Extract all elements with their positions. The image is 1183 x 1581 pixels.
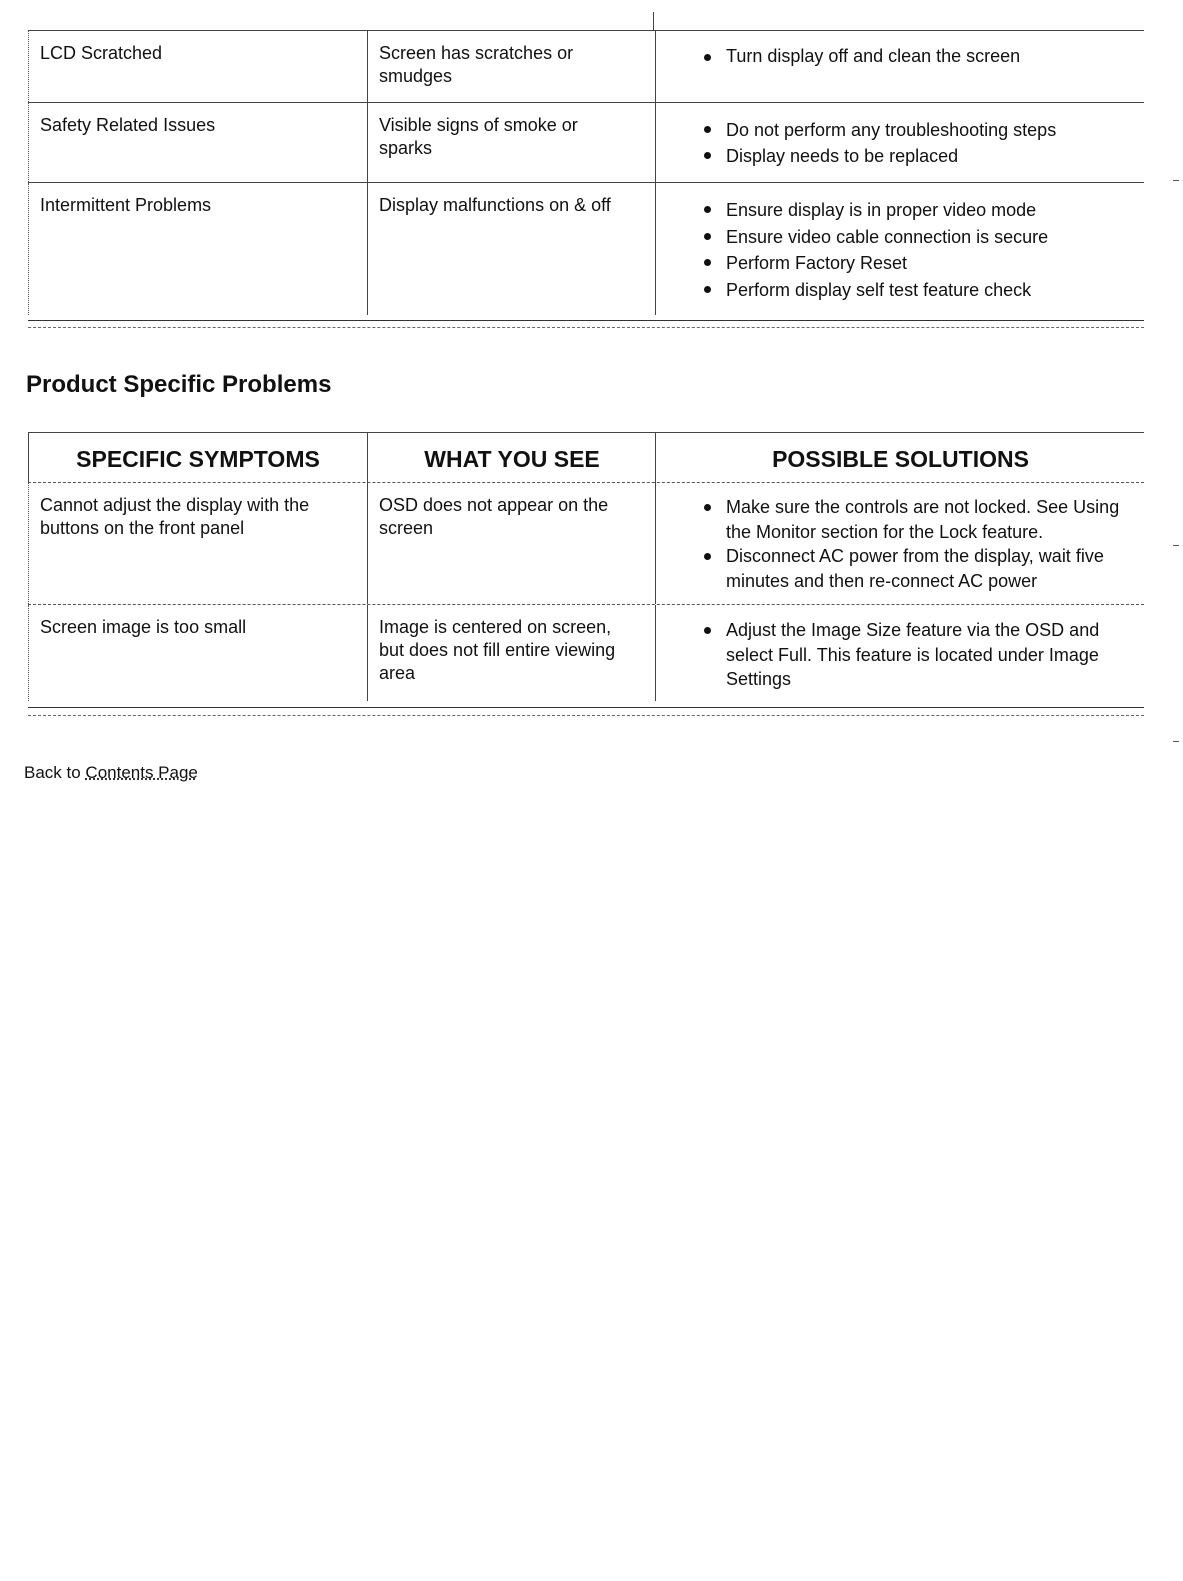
table-row	[28, 30, 1144, 102]
solutions-cell	[655, 605, 1145, 701]
what-you-see-cell	[367, 31, 665, 102]
symptom-text: LCD Scratched	[40, 43, 163, 63]
table-bottom-border	[28, 320, 1144, 321]
bullet-icon	[704, 286, 711, 293]
header-specific-symptoms: SPECIFIC SYMPTOMS	[28, 433, 367, 483]
list-item: Ensure video cable connection is secure	[656, 224, 1145, 251]
list-item: Perform display self test feature check	[656, 277, 1145, 304]
list-item: Perform Factory Reset	[656, 250, 1145, 277]
margin-mark	[1173, 180, 1179, 181]
back-to-contents	[24, 763, 198, 783]
solutions-list	[656, 483, 1145, 593]
bullet-icon	[704, 152, 711, 159]
symptom-text: Intermittent Problems	[40, 195, 212, 215]
bullet-icon	[704, 627, 711, 634]
table-row	[28, 482, 1144, 604]
what-you-see-text: OSD does not appear on the screen	[379, 495, 609, 538]
what-you-see-cell	[367, 483, 665, 604]
list-item: Ensure display is in proper video mode	[656, 197, 1145, 224]
solutions-cell	[655, 183, 1145, 315]
solutions-cell	[655, 483, 1145, 604]
solutions-list	[656, 103, 1145, 169]
list-item: Display needs to be replaced	[656, 143, 1145, 169]
what-you-see-text: Screen has scratches or smudges	[379, 43, 574, 86]
header-what-you-see: WHAT YOU SEE	[367, 433, 656, 483]
list-item: Make sure the controls are not locked. See Using the Monitor section for the Lock feature.	[656, 495, 1145, 544]
list-item: Turn display off and clean the screen	[656, 45, 1145, 68]
list-item: Do not perform any troubleshooting steps	[656, 117, 1145, 143]
symptom-text: Screen image is too small	[40, 617, 247, 637]
solutions-list	[656, 31, 1145, 68]
margin-mark	[1173, 741, 1179, 742]
symptom-cell	[28, 605, 378, 701]
table-row	[28, 102, 1144, 182]
table-row	[28, 182, 1144, 315]
section-title: Product Specific Problems	[26, 371, 332, 398]
symptom-text: Cannot adjust the display with the buttons on the front panel	[40, 495, 310, 538]
table-header-row	[28, 432, 1144, 483]
table-row	[28, 604, 1144, 701]
margin-mark	[1173, 545, 1179, 546]
solutions-list	[656, 183, 1145, 303]
what-you-see-cell	[367, 605, 665, 701]
table-bottom-border-shadow	[28, 327, 1144, 328]
what-you-see-text: Image is centered on screen, but does not fill entire viewing area	[379, 617, 616, 683]
symptom-text: Safety Related Issues	[40, 115, 216, 135]
symptom-cell	[28, 103, 378, 182]
solutions-cell	[655, 103, 1145, 182]
bullet-icon	[704, 553, 711, 560]
list-item: Adjust the Image Size feature via the OSD and select Full. This feature is located under Image Settings	[656, 618, 1145, 692]
solutions-list	[656, 605, 1145, 692]
solutions-cell	[655, 31, 1145, 102]
bullet-icon	[704, 504, 711, 511]
bullet-icon	[704, 126, 711, 133]
column-divider	[653, 12, 654, 30]
contents-page-link[interactable]: Contents Page	[85, 763, 198, 782]
what-you-see-cell	[367, 183, 665, 315]
bullet-icon	[704, 259, 711, 266]
bullet-icon	[704, 206, 711, 213]
what-you-see-cell	[367, 103, 665, 182]
what-you-see-text: Display malfunctions on & off	[379, 195, 611, 215]
table-bottom-border-shadow	[28, 715, 1144, 716]
symptom-cell	[28, 183, 378, 315]
symptom-cell	[28, 31, 378, 102]
symptom-cell	[28, 483, 378, 604]
header-possible-solutions: POSSIBLE SOLUTIONS	[655, 433, 1145, 483]
back-prefix: Back to	[24, 763, 86, 782]
list-item: Disconnect AC power from the display, wait five minutes and then re-connect AC power	[656, 544, 1145, 593]
table-bottom-border	[28, 707, 1144, 708]
what-you-see-text: Visible signs of smoke or sparks	[379, 115, 578, 158]
bullet-icon	[704, 233, 711, 240]
bullet-icon	[704, 54, 711, 61]
